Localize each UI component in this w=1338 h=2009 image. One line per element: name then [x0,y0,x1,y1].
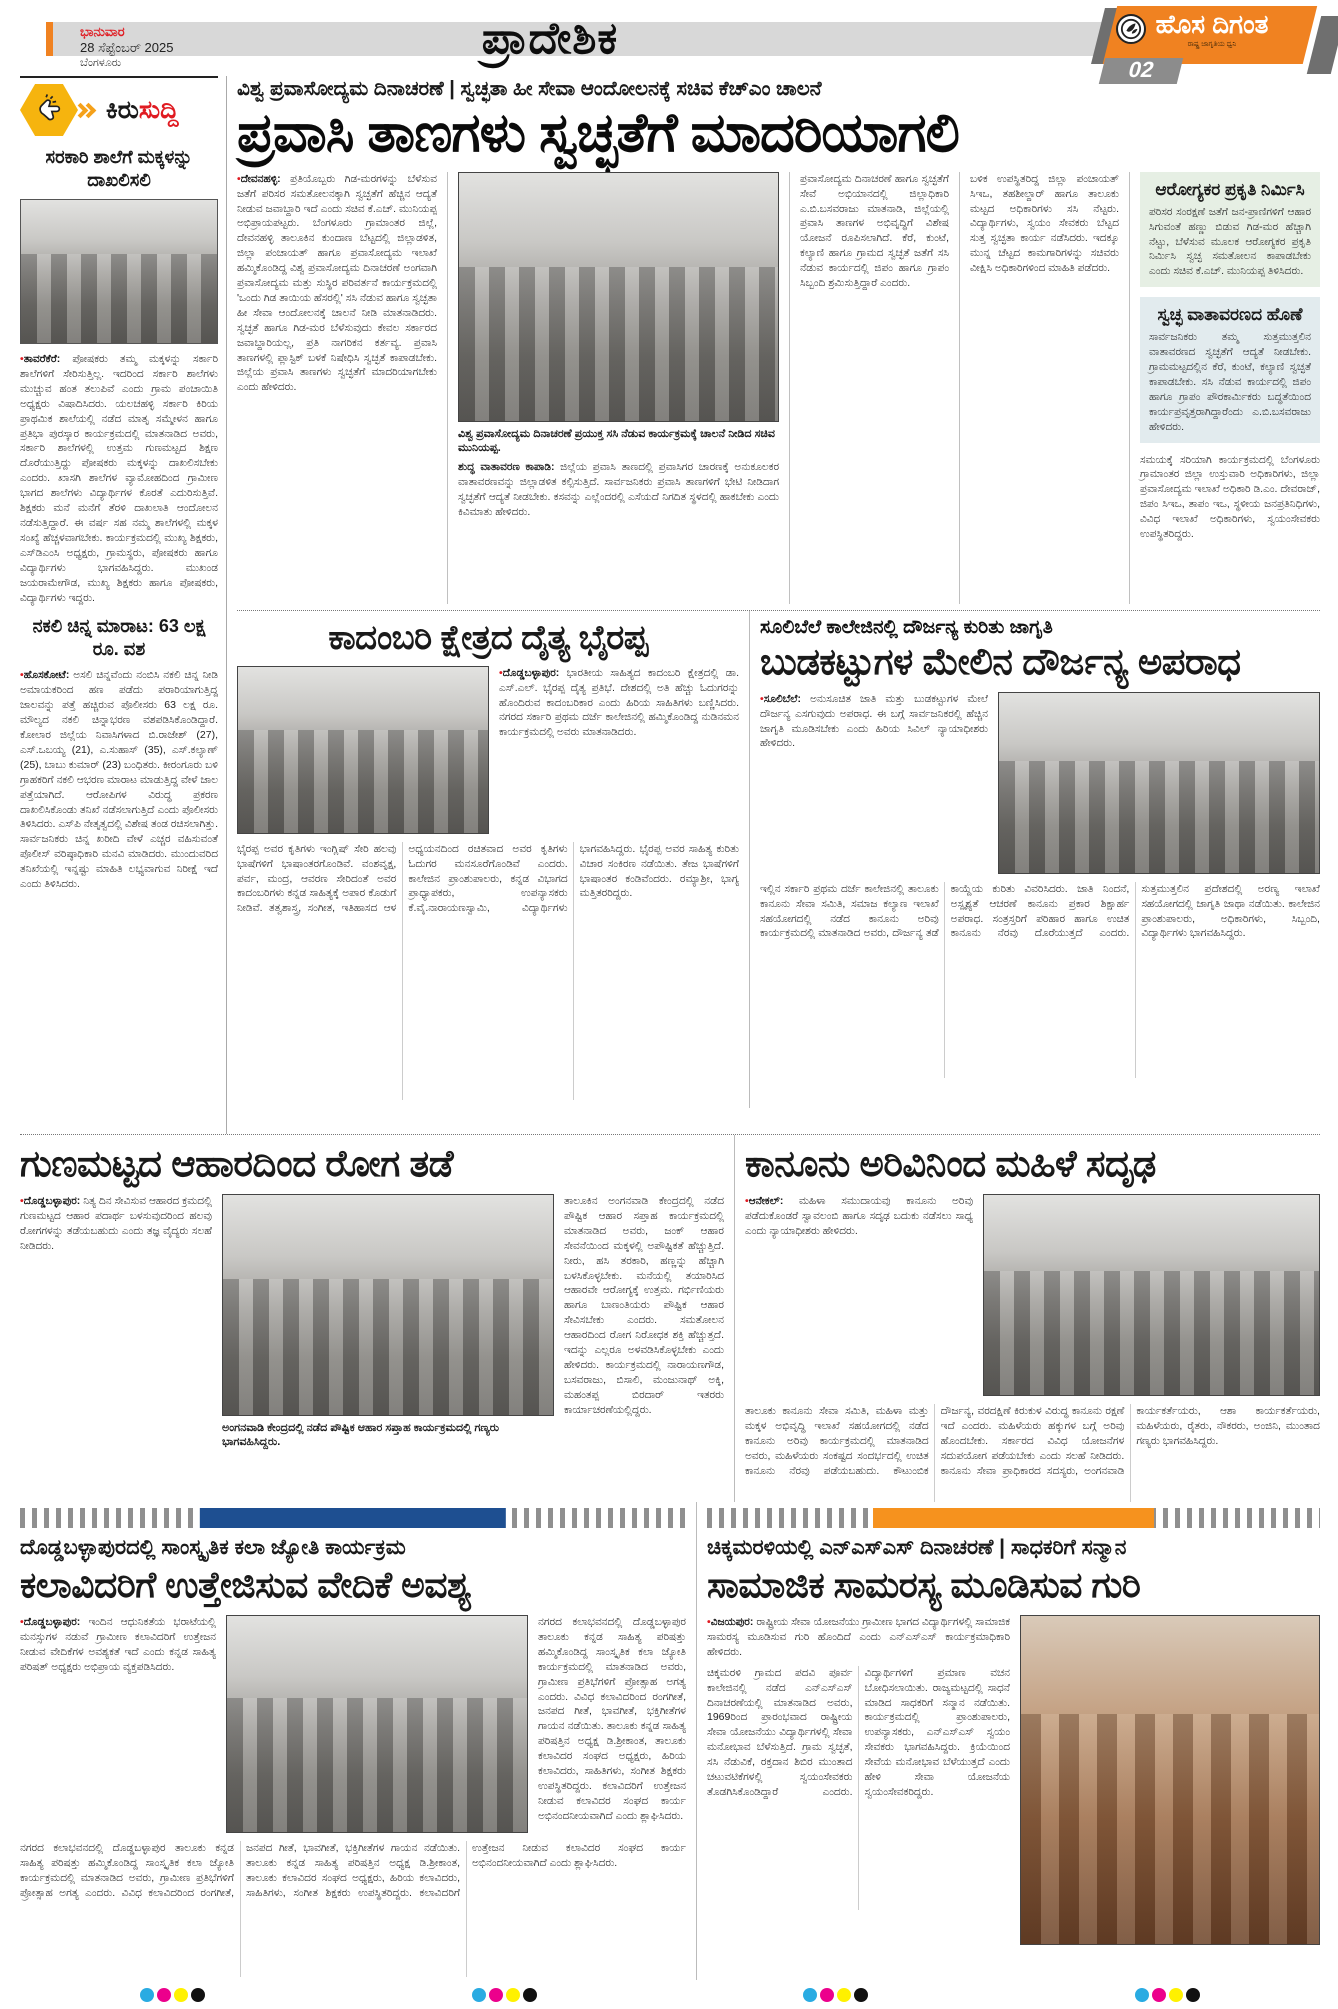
day-label: ಭಾನುವಾರ [80,24,125,39]
article-law-lead [745,1194,973,1396]
lead-col-1-text: ಪ್ರತಿಯೊಬ್ಬರು ಗಿಡ-ಮರಗಳನ್ನು ಬೆಳೆಸುವ ಜತೆಗೆ ಪರಿಸರ ಸಮತೋಲನಕ್ಕಾಗಿ ಸ್ವಚ್ಛತೆಗೆ ಹೆಚ್ಚಿನ ಆದ್ಯತೆ ನೀಡುವ ಜವಾಬ್ದಾರಿ ಇದೆ ಎಂದು ಸಚಿವ ಕೆ.ಎಚ್. ಮುನಿಯಪ್ಪ ಅಭಿಪ್ರಾಯಪಟ್ಟರು. ಬೆಂಗಳೂರು ಗ್ರಾಮಾಂತರ ಜಿಲ್ಲೆ, ದೇವನಹಳ್ಳಿ ತಾಲೂಕಿನ ಕುಂದಾಣ ಬೆಟ್ಟದಲ್ಲಿ ಜಿಲ್ಲಾಡಳಿತ, ಜಿಲ್ಲಾ ಪಂಚಾಯತ್ ಹಾಗೂ ಪ್ರವಾಸೋದ್ಯಮ ಇಲಾಖೆ ಹಮ್ಮಿಕೊಂಡಿದ್ದ ವಿಶ್ವ ಪ್ರವಾಸೋದ್ಯಮ ದಿನಾಚರಣೆ ಅಂಗವಾಗಿ ಪ್ರವಾಸೋದ್ಯಮ ಮತ್ತು ಸುಸ್ಥಿರ ಪರಿವರ್ತನೆ ಕಾರ್ಯಕ್ರಮದಲ್ಲಿ 'ಒಂದು ಗಿಡ ತಾಯಿಯ ಹೆಸರಲ್ಲಿ' ಸಸಿ ನೆಡುವ ಹಾಗೂ ಸ್ವಚ್ಛತಾ ಹೀ ಸೇವಾ ಆಂದೋಲನಕ್ಕೆ ಚಾಲನೆ ನೀಡಿ ಮಾತನಾಡಿದರು. ಸ್ವಚ್ಛತೆ ಹಾಗೂ ಗಿಡ-ಮರ ಬೆಳೆಸುವುದು ಕೇವಲ ಸರ್ಕಾರದ ಜವಾಬ್ದಾರಿಯಲ್ಲ, ಪ್ರತಿ ನಾಗರಿಕನ ಕರ್ತವ್ಯ. ಪ್ರವಾಸಿ ತಾಣಗಳಲ್ಲಿ ಪ್ಲಾಸ್ಟಿಕ್ ಬಳಕೆ ನಿಷೇಧಿಸಿ ಸ್ವಚ್ಛತೆ ಕಾಪಾಡಬೇಕು. ಜಿಲ್ಲೆಯ ಪ್ರವಾಸಿ ತಾಣಗಳು ಸ್ವಚ್ಛತೆಗೆ ಮಾದರಿಯಾಗಬೇಕು ಎಂದು ಹೇಳಿದರು. [237,172,437,394]
article-arts-kicker: ದೊಡ್ಡಬಳ್ಳಾಪುರದಲ್ಲಿ ಸಾಂಸ್ಕೃತಿಕ ಕಲಾ ಜ್ಯೋತಿ ಕಾರ್ಯಕ್ರಮ [20,1536,406,1559]
dateline: • ಹೊಸಕೋಟೆ: [20,669,69,681]
masthead [1110,6,1320,82]
article-arts [20,1502,696,1980]
article-arts-headline: ಕಲಾವಿದರಿಗೆ ಉತ್ತೇಜಿಸುವ ವೇದಿಕೆ ಅವಶ್ಯ [20,1564,472,1605]
article-nss-kicker: ಚಿಕ್ಕಮರಳಿಯಲ್ಲಿ ಎನ್‌ಎಸ್‌ಎಸ್ ದಿನಾಚರಣೆ | ಸಾಧಕರಿಗೆ ಸನ್ಮಾನ [707,1536,1127,1559]
article-soolibele-headline: ಬುಡಕಟ್ಟುಗಳ ಮೇಲಿನ ದೌರ್ಜನ್ಯ ಅಪರಾಧ [760,640,1241,682]
article-food-photo [222,1194,554,1416]
lead-col-4 [959,172,1119,604]
section-title: ಪ್ರಾದೇಶಿಕ [481,14,619,63]
page-header [20,6,1320,82]
lead-col-1 [237,172,437,604]
cyan-dot [1135,1988,1149,2002]
cmyk-dot-group [1135,1988,1200,2002]
dateline: • ದೊಡ್ಡಬಳ್ಳಾಪುರ: [499,667,559,679]
orange-bar [873,1508,1155,1528]
dateline: • ಸೂಲಿಬೆಲೆ: [760,693,801,705]
magenta-dot [157,1988,171,2002]
article-soolibele-lead-text: ಅನುಸೂಚಿತ ಜಾತಿ ಮತ್ತು ಬುಡಕಟ್ಟುಗಳ ಮೇಲೆ ದೌರ್ಜನ್ಯ ಎಸಗುವುದು ಅಪರಾಧ. ಈ ಬಗ್ಗೆ ಸಾರ್ವಜನಿಕರಲ್ಲಿ ಹೆಚ್ಚಿನ ಜಾಗೃತಿ ಮೂಡಿಸಬೇಕು ಎಂದು ಹಿರಿಯ ಸಿವಿಲ್ ನ್ಯಾಯಾಧೀಶರು ಹೇಳಿದರು. [760,692,988,750]
article-soolibele-top [760,692,1320,874]
hand-icon [32,93,66,127]
article-nss-photo [1020,1615,1320,1945]
lead-col-2-text: ಜಿಲ್ಲೆಯ ಪ್ರವಾಸಿ ತಾಣದಲ್ಲಿ ಪ್ರವಾಸಿಗರ ಚಾರಣಕ್ಕೆ ಅನುಕೂಲಕರ ವಾತಾವರಣವನ್ನು ಜಿಲ್ಲಾಡಳಿತ ಕಲ್ಪಿಸುತ್ತಿದೆ. ಸಾರ್ವಜನಿಕರು ಪ್ರವಾಸಿ ತಾಣಗಳಿಗೆ ಭೇಟಿ ನೀಡಿದಾಗ ಸ್ವಚ್ಛತೆಗೆ ಆದ್ಯತೆ ನೀಡಬೇಕು. ಕಸವನ್ನು ಎಲ್ಲೆಂದರಲ್ಲಿ ಎಸೆಯದೆ ನಿಗದಿತ ಸ್ಥಳದಲ್ಲಿ ಹಾಕಬೇಕು ಎಂದು ಕಿವಿಮಾತು ಹೇಳಿದರು. [458,461,779,518]
sidebar-item-text: ಅಸಲಿ ಚಿನ್ನವೆಂದು ನಂಬಿಸಿ ನಕಲಿ ಚಿನ್ನ ನೀಡಿ ಅಮಾಯಕರಿಂದ ಹಣ ಪಡೆದು ಪರಾರಿಯಾಗುತ್ತಿದ್ದ ಜಾಲವನ್ನು ಪತ್ತೆ ಹಚ್ಚಿರುವ ಪೊಲೀಸರು 63 ಲಕ್ಷ ರೂ. ಮೌಲ್ಯದ ನಕಲಿ ಚಿನ್ನಾಭರಣ ವಶಪಡಿಸಿಕೊಂಡಿದ್ದಾರೆ. ಕೋಲಾರ ಜಿಲ್ಲೆಯ ನಿವಾಸಿಗಳಾದ ಬಿ.ರಾಜೇಶ್ (27), ಎಸ್.ಒಬಯ್ಯ (21), ಎ.ಸುಹಾಸ್ (35), ಎಸ್.ಕಲ್ಯಾಣ್ (25), ಬಾಬು ಕುಮಾರ್ (23) ಬಂಧಿತರು. ಕೀರಂಗೂರು ಬಳಿ ಗ್ರಾಹಕರಿಗೆ ನಕಲಿ ಆಭರಣ ಮಾರಾಟ ಮಾಡುತ್ತಿದ್ದ ವೇಳೆ ಜಾಲ ಪತ್ತೆಯಾಗಿದೆ. ಆರೋಪಿಗಳ ವಿರುದ್ಧ ಪ್ರಕರಣ ದಾಖಲಿಸಿಕೊಂಡು ತನಿಖೆ ನಡೆಸಲಾಗುತ್ತಿದೆ ಎಂದು ಪೊಲೀಸರು ತಿಳಿಸಿದರು. ಎಸ್‌ಪಿ ನೇತೃತ್ವದಲ್ಲಿ ವಿಶೇಷ ತಂಡ ರಚಿಸಲಾಗಿತ್ತು. ಸಾರ್ವಜನಿಕರು ಚಿನ್ನ ಖರೀದಿ ವೇಳೆ ಎಚ್ಚರ ವಹಿಸುವಂತೆ ಪೊಲೀಸ್ ವರಿಷ್ಠಾಧಿಕಾರಿ ಮನವಿ ಮಾಡಿದರು. ಮುಂದುವರಿದ ತನಿಖೆಯಲ್ಲಿ ಇನ್ನಷ್ಟು ಮಾಹಿತಿ ಲಭ್ಯವಾಗುವ ನಿರೀಕ್ಷೆ ಇದೆ ಎಂದು ತಿಳಿಸಿದರು. [20,669,218,891]
article-food-caption: ಅಂಗನವಾಡಿ ಕೇಂದ್ರದಲ್ಲಿ ನಡೆದ ಪೌಷ್ಟಿಕ ಆಹಾರ ಸಪ್ತಾಹ ಕಾರ್ಯಕ್ರಮದಲ್ಲಿ ಗಣ್ಯರು ಭಾಗವಹಿಸಿದ್ದರು. [222,1422,500,1449]
lead-col-2 [458,460,779,520]
article-kadambari-body: ಭೈರಪ್ಪ ಅವರ ಕೃತಿಗಳು ಇಂಗ್ಲಿಷ್ ಸೇರಿ ಹಲವು ಭಾಷೆಗಳಿಗೆ ಭಾಷಾಂತರಗೊಂಡಿವೆ. ವಂಶವೃಕ್ಷ, ಪರ್ವ, ಮಂದ್ರ, ಆವರಣ ಸೇರಿದಂತೆ ಅವರ ಕಾದಂಬರಿಗಳು ಕನ್ನಡ ಸಾಹಿತ್ಯಕ್ಕೆ ಅಪಾರ ಕೊಡುಗೆ ನೀಡಿವೆ. ತತ್ವಶಾಸ್ತ್ರ, ಸಂಗೀತ, ಇತಿಹಾಸದ ಆಳ ಅಧ್ಯಯನದಿಂದ ರಚಿತವಾದ ಅವರ ಕೃತಿಗಳು ಓದುಗರ ಮನಸೂರೆಗೊಂಡಿವೆ ಎಂದರು. ಕಾಲೇಜಿನ ಪ್ರಾಂಶುಪಾಲರು, ಕನ್ನಡ ವಿಭಾಗದ ಪ್ರಾಧ್ಯಾಪಕರು, ಉಪನ್ಯಾಸಕರು ಕೆ.ವೈ.ನಾರಾಯಣಸ್ವಾಮಿ, ವಿದ್ಯಾರ್ಥಿಗಳು ಭಾಗವಹಿಸಿದ್ದರು. ಭೈರಪ್ಪ ಅವರ ಸಾಹಿತ್ಯ ಕುರಿತು ವಿಚಾರ ಸಂಕಿರಣ ನಡೆಯಿತು. ತೇಜ ಭಾಷೆಗಳಿಗೆ ಭಾಷಾಂತರ ಕಂಡಿವೆಂದರು. ರಮ್ಯಾಶ್ರೀ, ಭಾಗ್ಯ ಮತ್ತಿತರರಿದ್ದರು. [237,842,739,915]
sidebar-item-text: ಪೋಷಕರು ತಮ್ಮ ಮಕ್ಕಳನ್ನು ಸರ್ಕಾರಿ ಶಾಲೆಗಳಿಗೆ ಸೇರಿಸುತ್ತಿಲ್ಲ. ಇದರಿಂದ ಸರ್ಕಾರಿ ಶಾಲೆಗಳು ಮುಚ್ಚುವ ಹಂತ ತಲುಪಿವೆ ಎಂದು ಗ್ರಾಮ ಪಂಚಾಯಿತಿ ಅಧ್ಯಕ್ಷರು ವಿಷಾದಿಸಿದರು. ಯಲಚಹಳ್ಳಿ ಸರ್ಕಾರಿ ಕಿರಿಯ ಪ್ರಾಥಮಿಕ ಶಾಲೆಯಲ್ಲಿ ನಡೆದ ಮಾತೃ ಸಮ್ಮೇಳನ ಹಾಗೂ ಪ್ರತಿಭಾ ಪುರಸ್ಕಾರ ಕಾರ್ಯಕ್ರಮದಲ್ಲಿ ಮಾತನಾಡಿದ ಅವರು, ಸರ್ಕಾರಿ ಶಾಲೆಗಳಲ್ಲಿ ಉತ್ತಮ ಗುಣಮಟ್ಟದ ಶಿಕ್ಷಣ ದೊರೆಯುತ್ತಿದ್ದು ಪೋಷಕರು ಮಕ್ಕಳನ್ನು ದಾಖಲಿಸಬೇಕು ಎಂದರು. ಖಾಸಗಿ ಶಾಲೆಗಳ ವ್ಯಾಮೋಹದಿಂದ ಗ್ರಾಮೀಣ ಭಾಗದ ಶಾಲೆಗಳು ವಿದ್ಯಾರ್ಥಿಗಳ ಕೊರತೆ ಎದುರಿಸುತ್ತಿವೆ. ಶಿಕ್ಷಕರು ಮನೆ ಮನೆಗೆ ತೆರಳಿ ದಾಖಲಾತಿ ಆಂದೋಲನ ನಡೆಸುತ್ತಿದ್ದಾರೆ. ಈ ವರ್ಷ ಸಹ ನಮ್ಮ ಶಾಲೆಗಳಲ್ಲಿ ಮಕ್ಕಳ ಸಂಖ್ಯೆ ಹೆಚ್ಚಳವಾಗಬೇಕು. ಕಾರ್ಯಕ್ರಮದಲ್ಲಿ ಮುಖ್ಯ ಶಿಕ್ಷಕರು, ಎಸ್‌ಡಿಎಂಸಿ ಅಧ್ಯಕ್ಷರು, ಗ್ರಾಮಸ್ಥರು, ಪೋಷಕರು ಹಾಗೂ ವಿದ್ಯಾರ್ಥಿಗಳು ಭಾಗವಹಿಸಿದ್ದರು. ಮುಖಂಡ ಜಯರಾಮೇಗೌಡ, ಮುಖ್ಯ ಶಿಕ್ಷಕರು ಹಾಗೂ ಪೋಷಕರು, ವಿದ್ಯಾರ್ಥಿಗಳು ಇದ್ದರು. [20,353,218,604]
yellow-dot [506,1988,520,2002]
article-kadambari [237,611,749,1108]
article-law-lead-text: ಮಹಿಳಾ ಸಮುದಾಯವು ಕಾನೂನು ಅರಿವು ಪಡೆದುಕೊಂಡರೆ ಸ್ವಾವಲಂಬಿ ಹಾಗೂ ಸದೃಢ ಬದುಕು ನಡೆಸಲು ಸಾಧ್ಯ ಎಂದು ನ್ಯಾಯಾಧೀಶರು ಹೇಳಿದರು. [745,1195,974,1237]
article-law-top [745,1194,1320,1396]
lead-article-photo [458,172,779,422]
article-nss-lead [707,1615,1010,1660]
black-dot [191,1988,205,2002]
kirusuddi-sidebar [20,76,218,1134]
bottom-section [20,1502,1320,1980]
dateline: • ತಾವರೆಕೆರೆ: [20,353,60,365]
article-arts-photo [226,1615,528,1833]
dateline: • ದೇವನಹಳ್ಳಿ: [237,173,281,185]
cyan-dot [140,1988,154,2002]
lead-col-3 [789,172,949,604]
lead-article-headline: ಪ್ರವಾಸಿ ತಾಣಗಳು ಸ್ವಚ್ಛತೆಗೆ ಮಾದರಿಯಾಗಲಿ [237,103,959,163]
article-arts-col: ನಗರದ ಕಲಾಭವನದಲ್ಲಿ ದೊಡ್ಡಬಳ್ಳಾಪುರ ತಾಲೂಕು ಕನ್ನಡ ಸಾಹಿತ್ಯ ಪರಿಷತ್ತು ಹಮ್ಮಿಕೊಂಡಿದ್ದ ಸಾಂಸ್ಕೃತಿಕ ಕಲಾ ಜ್ಯೋತಿ ಕಾರ್ಯಕ್ರಮದಲ್ಲಿ ಮಾತನಾಡಿದ ಅವರು, ಗ್ರಾಮೀಣ ಪ್ರತಿಭೆಗಳಿಗೆ ಪ್ರೋತ್ಸಾಹ ಅಗತ್ಯ ಎಂದರು. ವಿವಿಧ ಕಲಾವಿದರಿಂದ ರಂಗಗೀತೆ, ಜನಪದ ಗೀತೆ, ಭಾವಗೀತೆ, ಭಕ್ತಿಗೀತೆಗಳ ಗಾಯನ ನಡೆಯಿತು. ತಾಲೂಕು ಕನ್ನಡ ಸಾಹಿತ್ಯ ಪರಿಷತ್ತಿನ ಅಧ್ಯಕ್ಷ ಡಿ.ಶ್ರೀಕಾಂತ, ತಾಲೂಕು ಕಲಾವಿದರ ಸಂಘದ ಅಧ್ಯಕ್ಷರು, ಹಿರಿಯ ಕಲಾವಿದರು, ಸಾಹಿತಿಗಳು, ಸಂಗೀತ ಶಿಕ್ಷಕರು ಉಪಸ್ಥಿತರಿದ್ದರು. ಕಲಾವಿದರಿಗೆ ಉತ್ತೇಜನ ನೀಡುವ ಕಲಾವಿದರ ಸಂಘದ ಕಾರ್ಯ ಅಭಿನಂದನೀಯವಾಗಿದೆ ಎಂದು ಶ್ಲಾಘಿಸಿದರು. [538,1616,686,1822]
dateline: • ವಿಜಯಪುರ: [707,1616,753,1628]
page-number: 02 [1099,58,1183,84]
article-nss-lead-text: ರಾಷ್ಟ್ರೀಯ ಸೇವಾ ಯೋಜನೆಯು ಗ್ರಾಮೀಣ ಭಾಗದ ವಿದ್ಯಾರ್ಥಿಗಳಲ್ಲಿ ಸಾಮಾಜಿಕ ಸಾಮರಸ್ಯ ಮೂಡಿಸುವ ಗುರಿ ಹೊಂದಿದೆ ಎಂದು ಎನ್‌ಎಸ್‌ಎಸ್ ಕಾರ್ಯಕ್ರಮಾಧಿಕಾರಿ ಹೇಳಿದರು. [707,1616,1010,1658]
highlight-box-1-body: ಪರಿಸರ ಸಂರಕ್ಷಣೆ ಜತೆಗೆ ಜನ-ಪ್ರಾಣಿಗಳಿಗೆ ಆಹಾರ ಸಿಗುವಂತೆ ಹಣ್ಣು ಬಿಡುವ ಗಿಡ-ಮರ ಹೆಚ್ಚಾಗಿ ನೆಟ್ಟು, ಬೆಳೆಸುವ ಮೂಲಕ ಆರೋಗ್ಯಕರ ಪ್ರಕೃತಿ ನಿರ್ಮಿಸಿ ಸ್ವಚ್ಛ ಸಮತೋಲನ ಕಾಪಾಡಬೇಕು ಎಂದು ಸಚಿವ ಕೆ.ಎಚ್. ಮುನಿಯಪ್ಪ ತಿಳಿಸಿದರು. [1149,205,1311,278]
magenta-dot [820,1988,834,2002]
sidebar-item-photo [20,199,218,344]
black-dot [854,1988,868,2002]
yellow-dot [1169,1988,1183,2002]
article-law [734,1135,1320,1502]
sidebar-item [20,146,218,605]
article-kadambari-photo [237,666,489,834]
highlight-box-1 [1140,172,1320,288]
article-food-headline: ಗುಣಮಟ್ಟದ ಆಹಾರದಿಂದ ರೋಗ ತಡೆ [20,1143,454,1184]
sidebar-item-headline: ನಕಲಿ ಚಿನ್ನ ಮಾರಾಟ: 63 ಲಕ್ಷ ರೂ. ವಶ [32,616,206,659]
lead-article-body [237,172,1320,604]
article-nss-headline: ಸಾಮಾಜಿಕ ಸಾಮರಸ್ಯ ಮೂಡಿಸುವ ಗುರಿ [707,1564,1141,1605]
black-dot [1186,1988,1200,2002]
magenta-dot [1152,1988,1166,2002]
masthead-tagline: ರಾಷ್ಟ್ರ ಜಾಗೃತಿಯ ಧ್ವನಿ [1187,40,1237,48]
lead-boxes-column [1129,172,1320,604]
magenta-dot [489,1988,503,2002]
lead-col-3-text: ಪ್ರವಾಸೋದ್ಯಮ ದಿನಾಚರಣೆ ಹಾಗೂ ಸ್ವಚ್ಛತೆಗೆ ಸೇವೆ ಅಭಿಯಾನದಲ್ಲಿ ಜಿಲ್ಲಾಧಿಕಾರಿ ಎ.ಬಿ.ಬಸವರಾಜು ಮಾತನಾಡಿ, ಜಿಲ್ಲೆಯಲ್ಲಿ ಪ್ರವಾಸಿ ತಾಣಗಳ ಅಭಿವೃದ್ಧಿಗೆ ವಿಶೇಷ ಯೋಜನೆ ರೂಪಿಸಲಾಗಿದೆ. ಕೆರೆ, ಕುಂಟೆ, ಕಲ್ಯಾಣಿ ಹಾಗೂ ಗ್ರಾಮದ ಸ್ವಚ್ಛತೆ ಜತೆಗೆ ಸಸಿ ನೆಡುವ ಕಾರ್ಯದಲ್ಲಿ ಜಿಪಂ ಹಾಗೂ ಗ್ರಾಪಂ ಸಿಬ್ಬಂದಿ ಶ್ರಮಿಸುತ್ತಿದ್ದಾರೆ ಎಂದರು. [800,172,949,290]
print-registration-marks [20,1980,1320,2002]
article-kadambari-lead [499,666,739,834]
upper-section [20,76,1320,1134]
article-nss-text-wrap [707,1615,1010,1945]
kirusuddi-title-red: ಸುದ್ದಿ [138,95,179,124]
dateline: • ದೊಡ್ಡಬಳ್ಳಾಪುರ: [20,1195,80,1207]
main-column [226,76,1320,1134]
cmyk-dot-group [140,1988,205,2002]
highlight-box-2 [1140,297,1320,442]
masthead-text [1114,10,1310,49]
article-arts-lead-text: ಇಂದಿನ ಆಧುನಿಕತೆಯ ಭರಾಟೆಯಲ್ಲಿ ಮನಸ್ಸುಗಳ ನಡುವೆ ಗ್ರಾಮೀಣ ಕಲಾವಿದರಿಗೆ ಉತ್ತೇಜನ ನೀಡುವ ವೇದಿಕೆಗಳ ಅವಶ್ಯಕತೆ ಇದೆ ಎಂದು ಕನ್ನಡ ಸಾಹಿತ್ಯ ಪರಿಷತ್ ಅಧ್ಯಕ್ಷರು ಅಭಿಪ್ರಾಯ ವ್ಯಕ್ತಪಡಿಸಿದರು. [20,1616,216,1673]
article-nss-body: ಚಿಕ್ಕಮರಳಿ ಗ್ರಾಮದ ಪದವಿ ಪೂರ್ವ ಕಾಲೇಜಿನಲ್ಲಿ ನಡೆದ ಎನ್‌ಎಸ್‌ಎಸ್ ದಿನಾಚರಣೆಯಲ್ಲಿ ಮಾತನಾಡಿದ ಅವರು, 1969ರಿಂದ ಪ್ರಾರಂಭವಾದ ರಾಷ್ಟ್ರೀಯ ಸೇವಾ ಯೋಜನೆಯು ವಿದ್ಯಾರ್ಥಿಗಳಲ್ಲಿ ಸೇವಾ ಮನೋಭಾವ ಬೆಳೆಸುತ್ತಿದೆ. ಗ್ರಾಮ ಸ್ವಚ್ಛತೆ, ಸಸಿ ನೆಡುವಿಕೆ, ರಕ್ತದಾನ ಶಿಬಿರ ಮುಂತಾದ ಚಟುವಟಿಕೆಗಳಲ್ಲಿ ಸ್ವಯಂಸೇವಕರು ತೊಡಗಿಸಿಕೊಂಡಿದ್ದಾರೆ ಎಂದರು. ವಿದ್ಯಾರ್ಥಿಗಳಿಗೆ ಪ್ರಮಾಣ ವಚನ ಬೋಧಿಸಲಾಯಿತು. ರಾಜ್ಯಮಟ್ಟದಲ್ಲಿ ಸಾಧನೆ ಮಾಡಿದ ಸಾಧಕರಿಗೆ ಸನ್ಮಾನ ನಡೆಯಿತು. ಕಾರ್ಯಕ್ರಮದಲ್ಲಿ ಪ್ರಾಂಶುಪಾಲರು, ಉಪನ್ಯಾಸಕರು, ಎನ್‌ಎಸ್‌ಎಸ್ ಸ್ವಯಂ ಸೇವಕರು ಭಾಗವಹಿಸಿದ್ದರು. ಕ್ರಿಯೆಯಿಂದ ಸೇವೆಯ ಮನೋಭಾವ ಬೆಳೆಯುತ್ತದೆ ಎಂದು ಹೇಳಿ ಸೇವಾ ಯೋಜನೆಯ ಸ್ವಯಂಸೇವಕರಿದ್ದರು. [707,1666,1010,1798]
masthead-title: ಹೊಸ ದಿಗಂತ [1155,9,1269,39]
city-label: ಬೆಂಗಳೂರು [80,56,122,69]
sidebar-item-body [20,668,218,892]
article-soolibele-body: ಇಲ್ಲಿನ ಸರ್ಕಾರಿ ಪ್ರಥಮ ದರ್ಜೆ ಕಾಲೇಜಿನಲ್ಲಿ ತಾಲೂಕು ಕಾನೂನು ಸೇವಾ ಸಮಿತಿ, ಸಮಾಜ ಕಲ್ಯಾಣ ಇಲಾಖೆ ಸಹಯೋಗದಲ್ಲಿ ನಡೆದ ಕಾನೂನು ಅರಿವು ಕಾರ್ಯಕ್ರಮದಲ್ಲಿ ಮಾತನಾಡಿದ ಅವರು, ದೌರ್ಜನ್ಯ ತಡೆ ಕಾಯ್ದೆಯ ಕುರಿತು ವಿವರಿಸಿದರು. ಜಾತಿ ನಿಂದನೆ, ಅಸ್ಪೃಶ್ಯತೆ ಆಚರಣೆ ಕಾನೂನು ಪ್ರಕಾರ ಶಿಕ್ಷಾರ್ಹ ಅಪರಾಧ. ಸಂತ್ರಸ್ತರಿಗೆ ಪರಿಹಾರ ಹಾಗೂ ಉಚಿತ ಕಾನೂನು ನೆರವು ದೊರೆಯುತ್ತದೆ ಎಂದರು. ಸುತ್ತಮುತ್ತಲಿನ ಪ್ರದೇಶದಲ್ಲಿ ಅರಣ್ಯ ಇಲಾಖೆ ಸಹಯೋಗದಲ್ಲಿ ಜಾಗೃತಿ ಜಾಥಾ ನಡೆಯಿತು. ಕಾಲೇಜಿನ ಪ್ರಾಂಶುಪಾಲರು, ಅಧಿಕಾರಿಗಳು, ಸಿಬ್ಬಂದಿ, ವಿದ್ಯಾರ್ಥಿಗಳು ಭಾಗವಹಿಸಿದ್ದರು. [760,882,1320,940]
article-food-top [20,1194,724,1455]
article-soolibele-lead [760,692,988,874]
lead-right-tail: ಸಮಯಕ್ಕೆ ಸರಿಯಾಗಿ ಕಾರ್ಯಕ್ರಮದಲ್ಲಿ ಬೆಂಗಳೂರು ಗ್ರಾಮಾಂತರ ಜಿಲ್ಲಾ ಉಸ್ತುವಾರಿ ಅಧಿಕಾರಿಗಳು, ಜಿಲ್ಲಾ ಪ್ರವಾಸೋದ್ಯಮ ಇಲಾಖೆ ಅಧಿಕಾರಿ ಡಿ.ಎಂ. ದೇವರಾಜ್, ಜಿಪಂ ಸಿಇಒ, ತಾಪಂ ಇಒ, ಸ್ಥಳೀಯ ಜನಪ್ರತಿನಿಧಿಗಳು, ವಿವಿಧ ಇಲಾಖೆ ಅಧಿಕಾರಿಗಳು, ಸ್ವಯಂಸೇವಕರು ಉಪಸ್ಥಿತರಿದ್ದರು. [1140,453,1320,541]
article-soolibele-photo [998,692,1320,874]
blue-bar [200,1508,506,1528]
article-food [20,1135,734,1502]
article-law-body: ತಾಲೂಕು ಕಾನೂನು ಸೇವಾ ಸಮಿತಿ, ಮಹಿಳಾ ಮತ್ತು ಮಕ್ಕಳ ಅಭಿವೃದ್ಧಿ ಇಲಾಖೆ ಸಹಯೋಗದಲ್ಲಿ ನಡೆದ ಕಾನೂನು ಅರಿವು ಕಾರ್ಯಕ್ರಮದಲ್ಲಿ ಮಾತನಾಡಿದ ಅವರು, ಮಹಿಳೆಯರು ಸಂಕಷ್ಟದ ಸಂದರ್ಭದಲ್ಲಿ ಉಚಿತ ಕಾನೂನು ನೆರವು ಪಡೆಯಬಹುದು. ಕೌಟುಂಬಿಕ ದೌರ್ಜನ್ಯ, ವರದಕ್ಷಿಣೆ ಕಿರುಕುಳ ವಿರುದ್ಧ ಕಾನೂನು ರಕ್ಷಣೆ ಇದೆ ಎಂದರು. ಮಹಿಳೆಯರು ಹಕ್ಕುಗಳ ಬಗ್ಗೆ ಅರಿವು ಹೊಂದಬೇಕು. ಸರ್ಕಾರದ ವಿವಿಧ ಯೋಜನೆಗಳ ಸದುಪಯೋಗ ಪಡೆಯಬೇಕು ಎಂದು ಸಲಹೆ ನೀಡಿದರು. ಕಾನೂನು ಸೇವಾ ಪ್ರಾಧಿಕಾರದ ಸದಸ್ಯರು, ಅಂಗನವಾಡಿ ಕಾರ್ಯಕರ್ತೆಯರು, ಆಶಾ ಕಾರ್ಯಕರ್ತೆಯರು, ಮಹಿಳೆಯರು, ರೈತರು, ನೌಕರರು, ಅಂಜಿನಿ, ಮುಂತಾದ ಗಣ್ಯರು ಭಾಗವಹಿಸಿದ್ದರು. [745,1405,1320,1477]
kirusuddi-title-black: ಕಿರು [106,95,139,124]
snap-hand-icon [20,84,78,136]
highlight-box-1-title: ಆರೋಗ್ಯಕರ ಪ್ರಕೃತಿ ನಿರ್ಮಿಸಿ [1155,179,1305,199]
black-dot [523,1988,537,2002]
yellow-dot [174,1988,188,2002]
lower-section [20,1134,1320,1502]
date-label: 28 ಸೆಪ್ಟೆಂಬರ್ 2025 [80,40,174,56]
article-food-lead-text: ನಿತ್ಯ ದಿನ ಸೇವಿಸುವ ಆಹಾರದ ಕ್ರಮದಲ್ಲಿ ಗುಣಮಟ್ಟದ ಆಹಾರ ಪದಾರ್ಥ ಬಳಸುವುದರಿಂದ ಹಲವು ರೋಗಗಳನ್ನು ತಡೆಯಬಹುದು ಎಂದು ತಜ್ಞ ವೈದ್ಯರು ಸಲಹೆ ನೀಡಿದರು. [20,1195,213,1252]
cyan-dot [472,1988,486,2002]
article-kadambari-lead-text: ಭಾರತೀಯ ಸಾಹಿತ್ಯದ ಕಾದಂಬರಿ ಕ್ಷೇತ್ರದಲ್ಲಿ ಡಾ. ಎಸ್.ಎಲ್. ಭೈರಪ್ಪ ದೈತ್ಯ ಪ್ರತಿಭೆ. ದೇಶದಲ್ಲಿ ಅತಿ ಹೆಚ್ಚು ಓದುಗರನ್ನು ಹೊಂದಿರುವ ಕಾದಂಬರಿಕಾರ ಎಂದು ಹಿರಿಯ ಸಾಹಿತಿಗಳು ಬಣ್ಣಿಸಿದರು. ನಗರದ ಸರ್ಕಾರಿ ಪ್ರಥಮ ದರ್ಜೆ ಕಾಲೇಜಿನಲ್ಲಿ ಹಮ್ಮಿಕೊಂಡಿದ್ದ ನುಡಿನಮನ ಕಾರ್ಯಕ್ರಮದಲ್ಲಿ ಅವರು ಮಾತನಾಡಿದರು. [499,666,739,739]
article-soolibele [749,611,1320,1108]
article-food-col: ತಾಲೂಕಿನ ಅಂಗನವಾಡಿ ಕೇಂದ್ರದಲ್ಲಿ ನಡೆದ ಪೌಷ್ಟಿಕ ಆಹಾರ ಸಪ್ತಾಹ ಕಾರ್ಯಕ್ರಮದಲ್ಲಿ ಮಾತನಾಡಿದ ಅವರು, ಜಂಕ್ ಆಹಾರ ಸೇವನೆಯಿಂದ ಮಕ್ಕಳಲ್ಲಿ ಅಪೌಷ್ಟಿಕತೆ ಹೆಚ್ಚುತ್ತಿದೆ. ನೀರು, ಹಸಿ ತರಕಾರಿ, ಹಣ್ಣನ್ನು ಹೆಚ್ಚಾಗಿ ಬಳಸಿಕೊಳ್ಳಬೇಕು. ಮನೆಯಲ್ಲಿ ತಯಾರಿಸಿದ ಆಹಾರವೇ ಆರೋಗ್ಯಕ್ಕೆ ಉತ್ತಮ. ಗರ್ಭಿಣಿಯರು ಹಾಗೂ ಬಾಣಂತಿಯರು ಪೌಷ್ಟಿಕ ಆಹಾರ ಸೇವಿಸಬೇಕು ಎಂದರು. ಸಮತೋಲನ ಆಹಾರದಿಂದ ರೋಗ ನಿರೋಧಕ ಶಕ್ತಿ ಹೆಚ್ಚುತ್ತದೆ. ಇದನ್ನು ಎಲ್ಲರೂ ಅಳವಡಿಸಿಕೊಳ್ಳಬೇಕು ಎಂದು ಹೇಳಿದರು. ಕಾರ್ಯಕ್ರಮದಲ್ಲಿ ನಾರಾಯಣಗೌಡ, ಬಸವರಾಜು, ಬಿಸಾಲಿ, ಮಂಜುನಾಥ್ ಅಕ್ಕಿ, ಮಹಂತಪ್ಪ ಬಿರದಾರ್ ಇತರರು ಕಾರ್ಯಾಚರಣೆಯಲ್ಲಿದ್ದರು. [564,1195,724,1416]
cyan-dot [803,1988,817,2002]
cmyk-dot-group [472,1988,537,2002]
yellow-dot [837,1988,851,2002]
article-soolibele-kicker: ಸೂಲಿಬೆಲೆ ಕಾಲೇಜಿನಲ್ಲಿ ದೌರ್ಜನ್ಯ ಕುರಿತು ಜಾಗೃತಿ [760,616,1053,638]
highlight-box-2-title: ಸ್ವಚ್ಛ ವಾತಾವರಣದ ಹೊಣೆ [1157,305,1303,325]
lead-photo-column [447,172,779,604]
dateline: • ದೊಡ್ಡಬಳ್ಳಾಪುರ: [20,1616,80,1628]
article-kadambari-headline: ಕಾದಂಬರಿ ಕ್ಷೇತ್ರದ ದೈತ್ಯ ಭೈರಪ್ಪ [328,618,648,657]
middle-row [237,610,1320,1108]
article-arts-lead [20,1615,216,1833]
lead-article-kicker: ವಿಶ್ವ ಪ್ರವಾಸೋದ್ಯಮ ದಿನಾಚರಣೆ | ಸ್ವಚ್ಛತಾ ಹೀ ಸೇವಾ ಆಂದೋಲನಕ್ಕೆ ಸಚಿವ ಕೆಚ್‌ಎಂ ಚಾಲನೆ [237,78,822,100]
sidebar-item-body [20,352,218,605]
cmyk-dot-group [803,1988,868,2002]
sidebar-item [20,615,218,892]
tick-separator [20,1508,686,1528]
tick-separator [707,1508,1320,1528]
article-nss-top [707,1615,1320,1945]
lead-article [237,76,1320,604]
article-law-headline: ಕಾನೂನು ಅರಿವಿನಿಂದ ಮಹಿಳೆ ಸದೃಢ [745,1143,1156,1184]
kirusuddi-logo [20,84,218,136]
dateline: • ಆನೇಕಲ್: [745,1195,783,1207]
sidebar-item-headline: ಸರಕಾರಿ ಶಾಲೆಗೆ ಮಕ್ಕಳನ್ನು ದಾಖಲಿಸಲಿ [45,147,193,190]
article-arts-body: ನಗರದ ಕಲಾಭವನದಲ್ಲಿ ದೊಡ್ಡಬಳ್ಳಾಪುರ ತಾಲೂಕು ಕನ್ನಡ ಸಾಹಿತ್ಯ ಪರಿಷತ್ತು ಹಮ್ಮಿಕೊಂಡಿದ್ದ ಸಾಂಸ್ಕೃತಿಕ ಕಲಾ ಜ್ಯೋತಿ ಕಾರ್ಯಕ್ರಮದಲ್ಲಿ ಮಾತನಾಡಿದ ಅವರು, ಗ್ರಾಮೀಣ ಪ್ರತಿಭೆಗಳಿಗೆ ಪ್ರೋತ್ಸಾಹ ಅಗತ್ಯ ಎಂದರು. ವಿವಿಧ ಕಲಾವಿದರಿಂದ ರಂಗಗೀತೆ, ಜನಪದ ಗೀತೆ, ಭಾವಗೀತೆ, ಭಕ್ತಿಗೀತೆಗಳ ಗಾಯನ ನಡೆಯಿತು. ತಾಲೂಕು ಕನ್ನಡ ಸಾಹಿತ್ಯ ಪರಿಷತ್ತಿನ ಅಧ್ಯಕ್ಷ ಡಿ.ಶ್ರೀಕಾಂತ, ತಾಲೂಕು ಕಲಾವಿದರ ಸಂಘದ ಅಧ್ಯಕ್ಷರು, ಹಿರಿಯ ಕಲಾವಿದರು, ಸಾಹಿತಿಗಳು, ಸಂಗೀತ ಶಿಕ್ಷಕರು ಉಪಸ್ಥಿತರಿದ್ದರು. ಕಲಾವಿದರಿಗೆ ಉತ್ತೇಜನ ನೀಡುವ ಕಲಾವಿದರ ಸಂಘದ ಕಾರ್ಯ ಅಭಿನಂದನೀಯವಾಗಿದೆ ಎಂದು ಶ್ಲಾಘಿಸಿದರು. [20,1842,686,1899]
lead-col-4-text: ಬಳಿಕ ಉಪಸ್ಥಿತರಿದ್ದ ಜಿಲ್ಲಾ ಪಂಚಾಯತ್ ಸಿಇಒ, ತಹಶೀಲ್ದಾರ್ ಹಾಗೂ ತಾಲೂಕು ಮಟ್ಟದ ಅಧಿಕಾರಿಗಳು ಸಸಿ ನೆಟ್ಟರು. ವಿದ್ಯಾರ್ಥಿಗಳು, ಸ್ವಯಂ ಸೇವಕರು ಬೆಟ್ಟದ ಸುತ್ತ ಸ್ವಚ್ಛತಾ ಕಾರ್ಯ ನಡೆಸಿದರು. ಇದಕ್ಕೂ ಮುನ್ನ ಚೆಟ್ಟದ ಕಾಮಗಾರಿಗಳನ್ನು ಸಚಿವರು ವೀಕ್ಷಿಸಿ ಅಧಿಕಾರಿಗಳಿಂದ ಮಾಹಿತಿ ಪಡೆದರು. [970,172,1119,275]
highlight-box-2-body: ಸಾರ್ವಜನಿಕರು ತಮ್ಮ ಸುತ್ತಮುತ್ತಲಿನ ವಾತಾವರಣದ ಸ್ವಚ್ಛತೆಗೆ ಆದ್ಯತೆ ನೀಡಬೇಕು. ಗ್ರಾಮಮಟ್ಟದಲ್ಲಿನ ಕೆರೆ, ಕುಂಟೆ, ಕಲ್ಯಾಣಿ ಸ್ವಚ್ಛತೆ ಕಾಪಾಡಬೇಕು. ಸಸಿ ನೆಡುವ ಕಾರ್ಯದಲ್ಲಿ ಜಿಪಂ ಹಾಗೂ ಗ್ರಾಪಂ ಪೌರಕಾರ್ಮಿಕರು ಬದ್ಧತೆಯಿಂದ ಕಾರ್ಯಪ್ರವೃತ್ತರಾಗಿದ್ದಾರೆಂದು ಎ.ಬಿ.ಬಸವರಾಜು ಹೇಳಿದರು. [1149,331,1311,433]
article-food-photo-wrap [222,1194,554,1455]
lead-subhead: ಶುದ್ಧ ವಾತಾವರಣ ಕಾಪಾಡಿ: [458,461,555,474]
article-kadambari-top [237,666,739,834]
article-food-lead [20,1194,212,1455]
kirusuddi-title [106,96,179,125]
article-law-photo [983,1194,1320,1396]
article-arts-top [20,1615,686,1833]
lead-photo-caption: ವಿಶ್ವ ಪ್ರವಾಸೋದ್ಯಮ ದಿನಾಚರಣೆ ಪ್ರಯುಕ್ತ ಸಸಿ ನೆಡುವ ಕಾರ್ಯಕ್ರಮಕ್ಕೆ ಚಾಲನೆ ನೀಡಿದ ಸಚಿವ ಮುನಿಯಪ್ಪ. [458,427,775,454]
article-nss [696,1502,1320,1980]
